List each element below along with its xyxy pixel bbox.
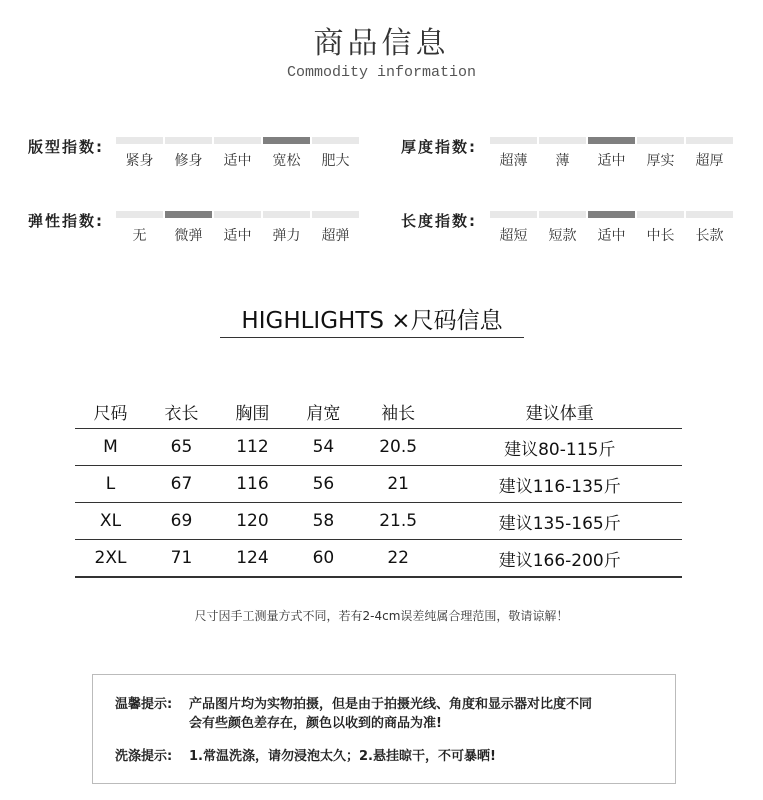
index-fit-option: 紧身 [125,153,154,169]
tips-box [92,674,676,784]
index-elasticity-label: 弹性指数: [28,212,104,230]
sleeve-cell: 21 [359,466,438,503]
index-fit-option: 宽松 [272,153,301,169]
sleeve-cell: 21.5 [359,503,438,540]
highlights-title: HIGHLIGHTS ×尺码信息 [241,308,503,334]
index-bar [214,137,261,144]
warm-tip [115,693,592,712]
index-elasticity-option: 微弹 [174,228,203,244]
index-length-option: 长款 [695,228,724,244]
index-elasticity-option: 无 [132,228,147,244]
index-bar [686,211,733,218]
index-bar [116,137,163,144]
index-length-option: 适中 [597,228,626,244]
index-bar-active [588,211,635,218]
highlights-underline [220,337,524,338]
index-length-option: 超短 [499,228,528,244]
index-fit-bars [116,137,359,144]
index-thickness-option: 薄 [555,153,570,169]
size-table-header: 肩宽 [288,394,359,429]
index-length-label: 长度指数: [401,212,477,230]
index-thickness-bars [490,137,733,144]
index-thickness-options [490,150,733,170]
warm-tip-continued: 会有些颜色差存在，颜色以收到的商品为准! [189,716,442,731]
index-bar [637,211,684,218]
index-thickness-option: 适中 [597,153,626,169]
index-bar [490,211,537,218]
index-bar [116,211,163,218]
index-length-option: 中长 [646,228,675,244]
shoulder-cell: 54 [288,429,359,466]
size-cell: 2XL [75,540,146,578]
table-row [75,503,682,540]
index-fit-option: 修身 [174,153,203,169]
size-table-header: 胸围 [217,394,288,429]
length-cell: 67 [146,466,217,503]
size-table [75,394,682,578]
index-bar [165,137,212,144]
warm-tip-label: 温馨提示: [115,697,173,712]
table-row [75,540,682,578]
size-cell: M [75,429,146,466]
size-cell: XL [75,503,146,540]
size-table-header: 衣长 [146,394,217,429]
index-bar [263,211,310,218]
page-title: 商品信息 [313,26,450,61]
index-bar [312,211,359,218]
length-cell: 65 [146,429,217,466]
index-elasticity-bars [116,211,359,218]
warm-tip-text: 产品图片均为实物拍摄，但是由于拍摄光线、角度和显示器对比度不同 [189,697,593,712]
index-bar [214,211,261,218]
index-elasticity-options [116,225,359,245]
index-elasticity-option: 超弹 [321,228,350,244]
index-thickness-option: 超薄 [499,153,528,169]
weight-cell: 建议116-135斤 [437,466,682,503]
index-length-option: 短款 [548,228,577,244]
weight-cell: 建议135-165斤 [437,503,682,540]
index-fit-options [116,150,359,170]
index-fit-option: 肥大 [321,153,350,169]
index-bar-active [165,211,212,218]
page-subtitle: Commodity information [286,64,477,81]
wash-tip [115,745,496,764]
chest-cell: 112 [217,429,288,466]
index-length-options [490,225,733,245]
index-bar-active [588,137,635,144]
size-table-header: 尺码 [75,394,146,429]
length-cell: 71 [146,540,217,578]
index-thickness-option: 超厚 [695,153,724,169]
table-row [75,429,682,466]
table-row [75,466,682,503]
wash-tip-label: 洗涤提示: [115,749,173,764]
chest-cell: 120 [217,503,288,540]
weight-cell: 建议80-115斤 [437,429,682,466]
size-table-header-row [75,394,682,429]
index-bar [686,137,733,144]
length-cell: 69 [146,503,217,540]
shoulder-cell: 60 [288,540,359,578]
index-bar [490,137,537,144]
wash-tip-text: 1.常温洗涤，请勿浸泡太久；2.悬挂晾干，不可暴晒! [189,749,496,764]
index-elasticity-option: 适中 [223,228,252,244]
shoulder-cell: 56 [288,466,359,503]
size-cell: L [75,466,146,503]
index-bar [539,137,586,144]
index-bar [312,137,359,144]
size-table-header: 建议体重 [437,394,682,429]
index-thickness-label: 厚度指数: [401,138,477,156]
index-bar [637,137,684,144]
index-thickness-option: 厚实 [646,153,675,169]
sleeve-cell: 20.5 [359,429,438,466]
sleeve-cell: 22 [359,540,438,578]
index-fit-label: 版型指数: [28,138,104,156]
index-elasticity-option: 弹力 [272,228,301,244]
measurement-note: 尺寸因手工测量方式不同，若有2-4cm误差纯属合理范围，敬请谅解！ [194,609,569,623]
chest-cell: 116 [217,466,288,503]
index-length-bars [490,211,733,218]
index-bar [539,211,586,218]
index-bar-active [263,137,310,144]
shoulder-cell: 58 [288,503,359,540]
index-fit-option: 适中 [223,153,252,169]
chest-cell: 124 [217,540,288,578]
size-table-header: 袖长 [359,394,438,429]
weight-cell: 建议166-200斤 [437,540,682,578]
